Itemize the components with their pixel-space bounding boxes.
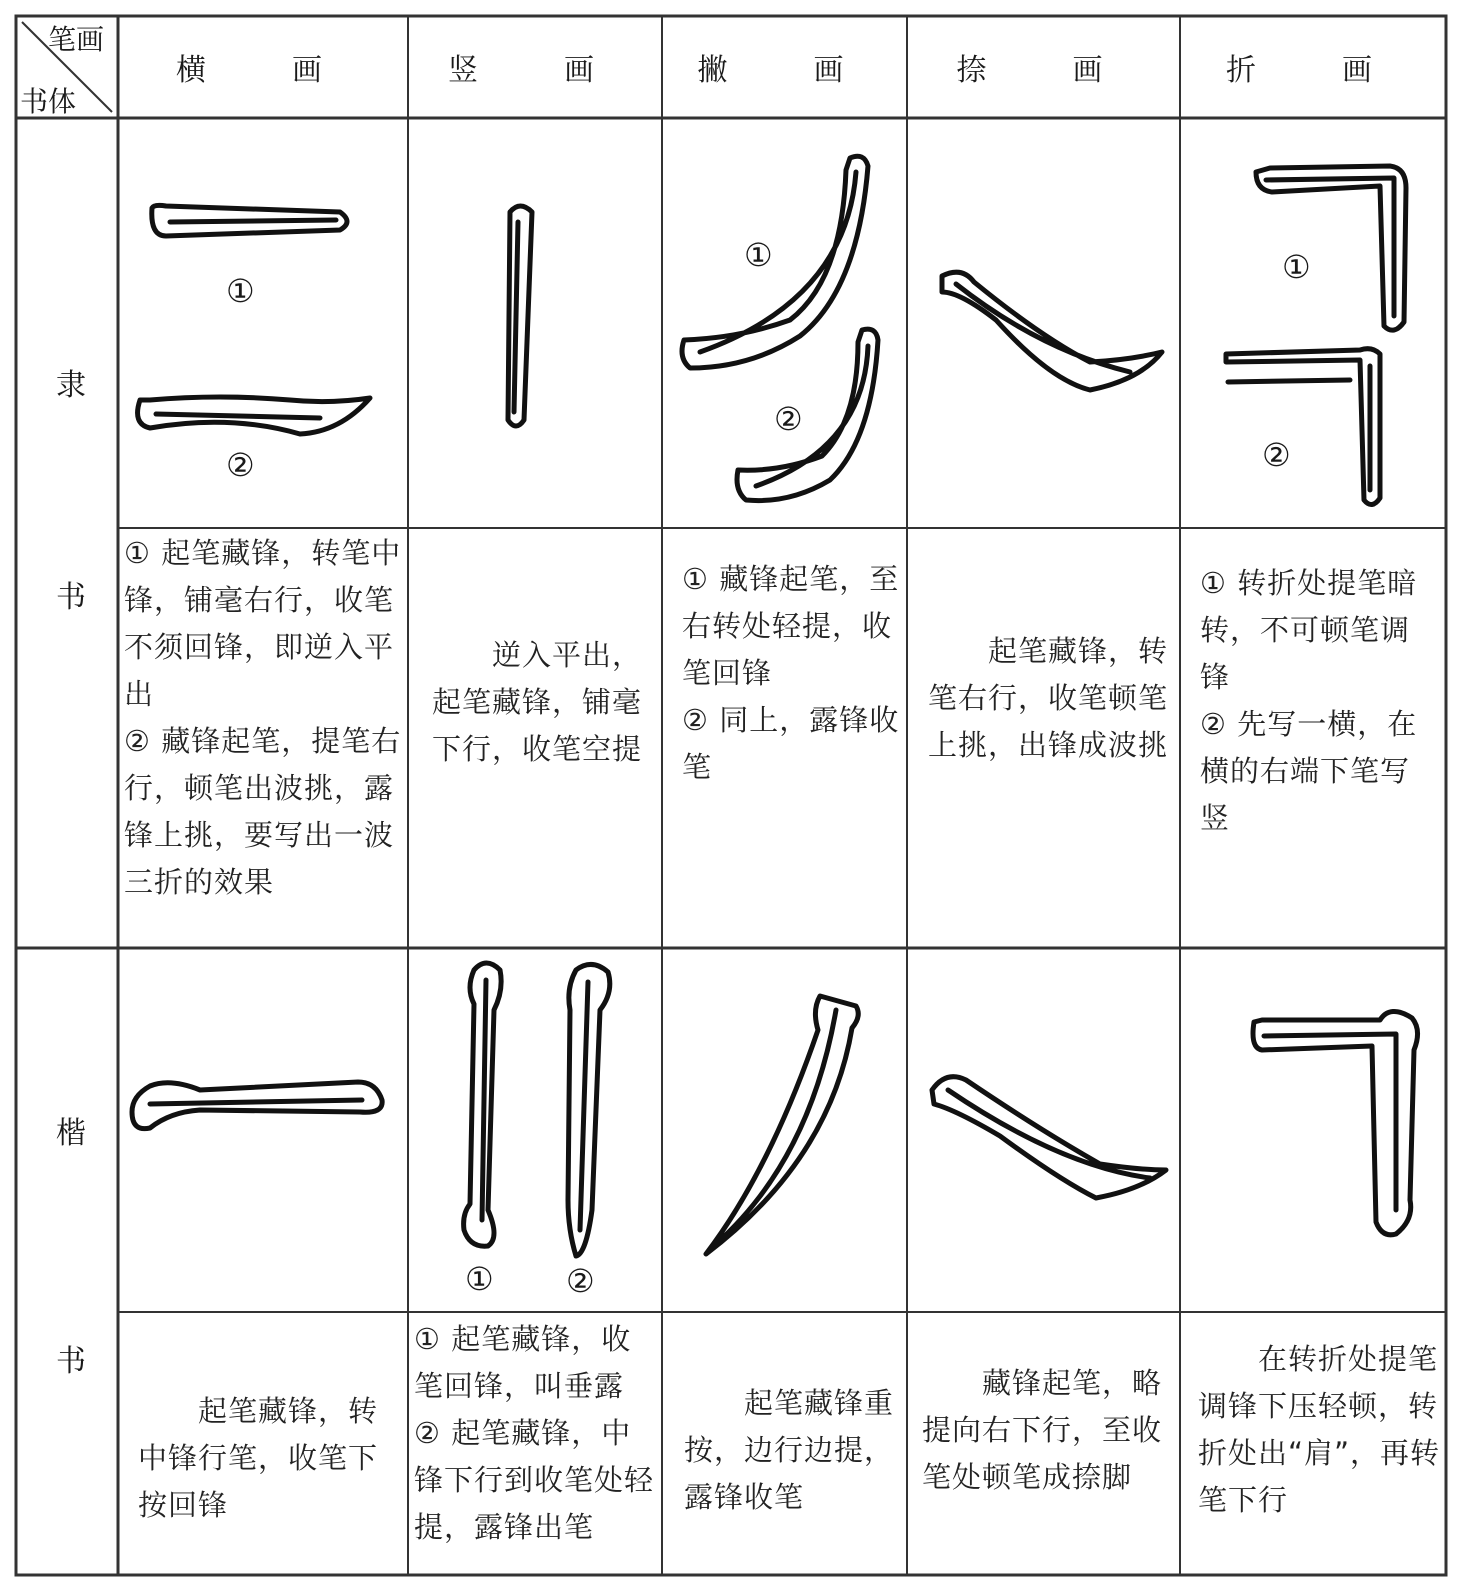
kaishu-pie-desc: 起笔藏锋重按，边行边提，露锋收笔 <box>684 1386 895 1514</box>
kaishu-zhe-desc: 在转折处提笔调锋下压轻顿，转折处出“肩”，再转笔下行 <box>1198 1342 1441 1517</box>
kaishu-shu-desc: ① 起笔藏锋，收笔回锋，叫垂露 ② 起笔藏锋，中锋下行到收笔处轻提，露锋出笔 <box>414 1322 655 1544</box>
header-zhe: 折 画 <box>1226 53 1400 88</box>
lishu-zhe-2-stroke <box>1226 349 1380 505</box>
style-kaishu-char2: 书 <box>56 1344 86 1379</box>
header-heng: 横 画 <box>176 53 350 88</box>
lishu-zhe-desc: ① 转折处提笔暗转，不可顿笔调锋 ② 先写一横，在横的右端下笔写竖 <box>1200 566 1418 835</box>
corner-style-label: 书体 <box>20 85 77 118</box>
marker-lishu-pie-1: ① <box>744 236 773 274</box>
lishu-heng-2-stroke <box>138 397 370 434</box>
kaishu-na-desc: 藏锋起笔，略提向右下行，至收笔处顿笔成捺脚 <box>922 1366 1163 1494</box>
kaishu-shu-1-stroke <box>464 963 502 1246</box>
marker-lishu-zhe-1: ① <box>1282 248 1311 286</box>
kaishu-zhe-stroke <box>1253 1011 1418 1234</box>
lishu-shu-stroke <box>508 206 532 426</box>
header-shu: 竖 画 <box>448 53 622 88</box>
corner-stroke-label: 笔画 <box>48 23 105 56</box>
marker-kaishu-shu-2: ② <box>566 1262 595 1300</box>
kaishu-heng-desc: 起笔藏锋，转中锋行笔，收笔下按回锋 <box>138 1394 379 1522</box>
lishu-heng-1-stroke <box>152 205 347 236</box>
kaishu-shu-2-stroke <box>568 964 610 1256</box>
lishu-na-stroke <box>942 272 1162 390</box>
lishu-zhe-1-stroke <box>1256 166 1406 330</box>
lishu-heng-desc: ① 起笔藏锋，转笔中锋，铺毫右行，收笔不须回锋，即逆入平出 ② 藏锋起笔，提笔右行，顿笔出波挑，露锋上挑，要写出一波三折的效果 <box>124 536 402 899</box>
marker-lishu-zhe-2: ② <box>1262 436 1291 474</box>
kaishu-heng-stroke <box>132 1082 382 1129</box>
lishu-pie-desc: ① 藏锋起笔，至右转处轻提，收笔回锋 ② 同上，露锋收笔 <box>682 562 900 784</box>
lishu-na-desc: 起笔藏锋，转笔右行，收笔顿笔上挑，出锋成波挑 <box>928 634 1169 762</box>
header-na: 捺 画 <box>956 53 1131 88</box>
style-lishu-char2: 书 <box>56 580 86 615</box>
kaishu-na-stroke <box>932 1077 1166 1198</box>
style-kaishu-char1: 楷 <box>56 1116 86 1151</box>
lishu-pie-1-stroke <box>682 156 868 368</box>
header-pie: 撇 画 <box>697 53 872 88</box>
lishu-shu-desc: 逆入平出，起笔藏锋，铺毫下行，收笔空提 <box>432 638 643 766</box>
marker-kaishu-shu-1: ① <box>465 1260 494 1298</box>
marker-lishu-heng-1: ① <box>226 272 255 310</box>
marker-lishu-heng-2: ② <box>226 446 255 484</box>
marker-lishu-pie-2: ② <box>774 400 803 438</box>
kaishu-pie-stroke <box>706 996 858 1254</box>
style-lishu-char1: 隶 <box>56 368 86 403</box>
